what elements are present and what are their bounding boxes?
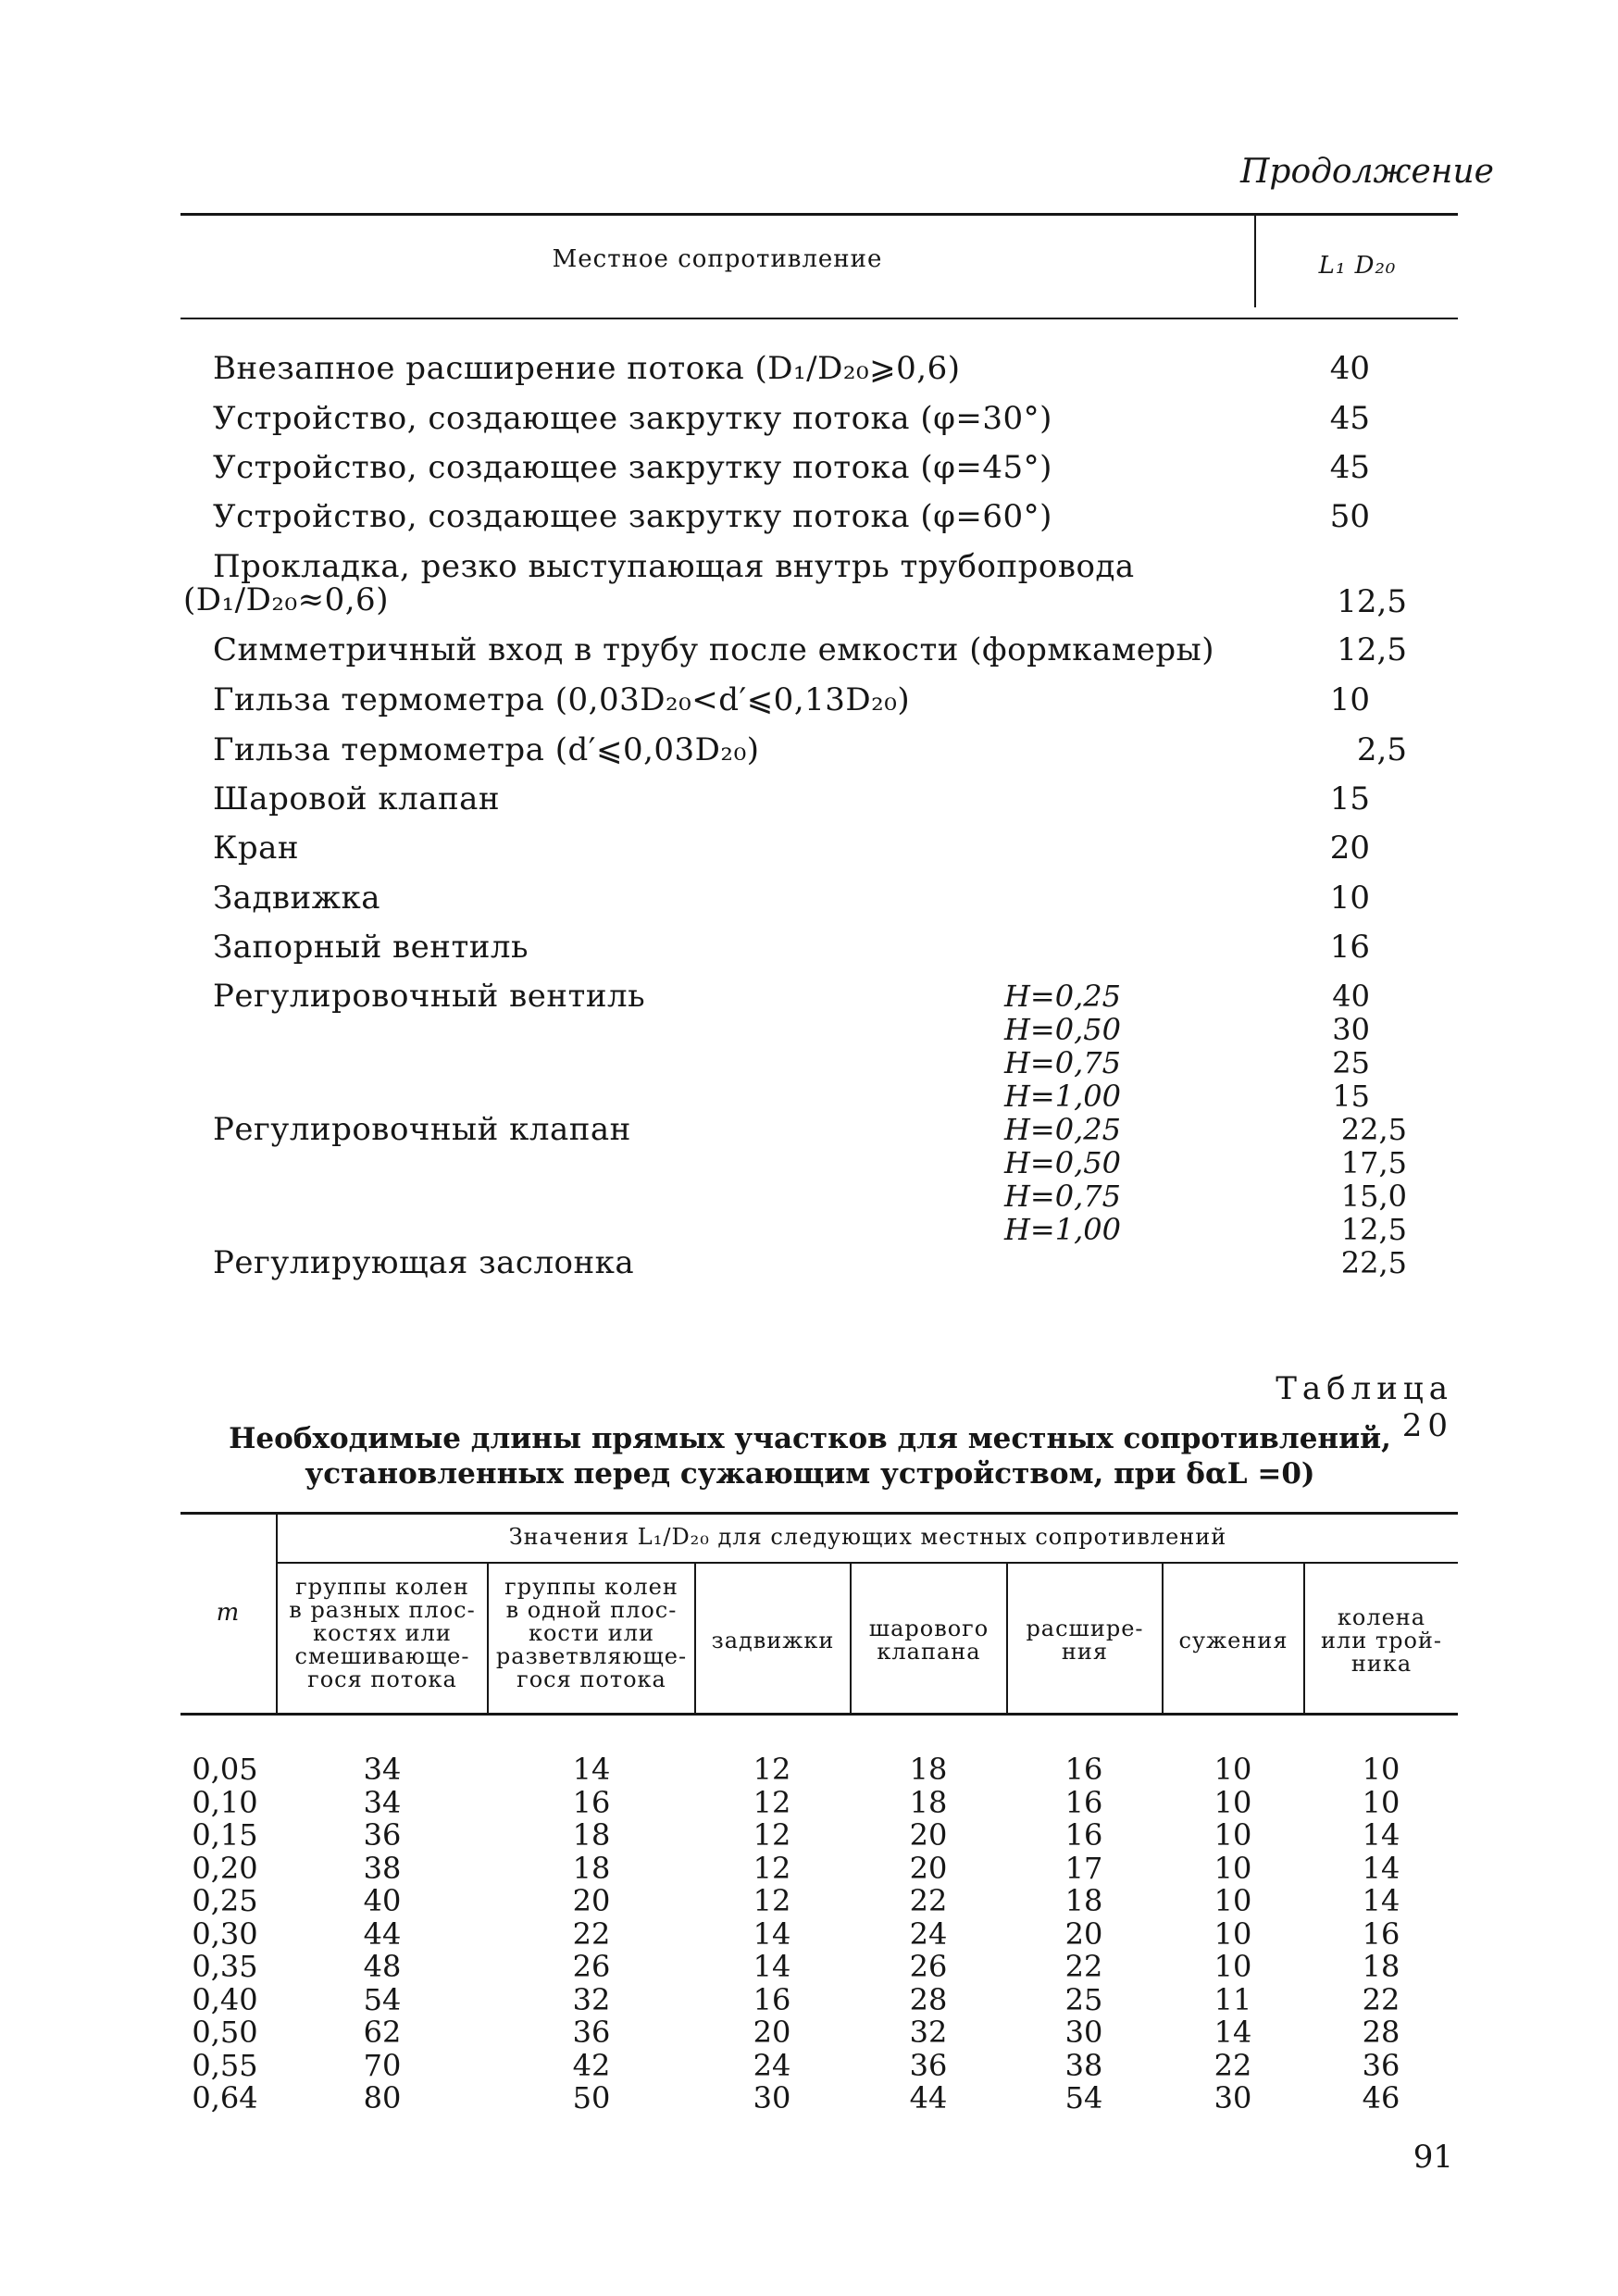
table19-row-label: Устройство, создающее закрутку потока (φ=30°) — [213, 400, 1052, 437]
table20-cell: 10 — [1214, 1883, 1252, 1918]
table20-cell: 38 — [363, 1850, 402, 1886]
table19-row-label: Устройство, создающее закрутку потока (φ=60°) — [213, 498, 1052, 535]
table20-col-header: задвижки — [711, 1628, 835, 1653]
table20-cell: 16 — [1064, 1752, 1103, 1787]
table20-cell: 70 — [363, 2047, 402, 2083]
table20-super-header: Значения L₁/D₂₀ для следующих местных сопротивлений — [508, 1524, 1227, 1550]
table19-row-value: 20 — [1329, 830, 1370, 867]
table20-cell-m: 0,40 — [192, 1981, 258, 2017]
table19-row-label: Устройство, создающее закрутку потока (φ=45°) — [213, 449, 1052, 486]
table20-cell: 10 — [1214, 1949, 1252, 1984]
table19-h-value: 22,5 — [1340, 1112, 1407, 1147]
table19-header-resistance: Местное сопротивление — [552, 245, 883, 273]
table20-cell: 28 — [909, 1981, 948, 2017]
table19-header-rule — [180, 318, 1458, 319]
table20-cell: 34 — [363, 1752, 402, 1787]
table20-cell-m: 0,55 — [192, 2047, 258, 2083]
table20-col-header: расшире- ния — [1026, 1616, 1144, 1665]
table20-cell-m: 0,64 — [192, 2080, 258, 2115]
table20-cell: 42 — [572, 2047, 611, 2083]
table20-cell: 46 — [1362, 2080, 1400, 2115]
table20-cell: 14 — [1214, 2015, 1252, 2050]
table19-group-label: Регулировочный вентиль — [213, 978, 646, 1015]
table20-cell: 24 — [753, 2047, 791, 2083]
table20-cell: 44 — [363, 1915, 402, 1952]
table20-header-m: m — [216, 1599, 241, 1627]
table20-cell: 17 — [1064, 1850, 1103, 1886]
table19-h-label: H=0,75 — [1004, 1045, 1121, 1080]
table19-h-label: H=0,75 — [1004, 1179, 1121, 1214]
table19-row-value: 16 — [1329, 929, 1370, 966]
table19-h-value: 15,0 — [1340, 1179, 1407, 1214]
table20-cell: 12 — [753, 1784, 791, 1820]
table20-cell: 16 — [1362, 1915, 1400, 1952]
table20-cell: 14 — [1362, 1850, 1400, 1886]
table20-cell-m: 0,05 — [192, 1752, 258, 1787]
table20-header-rule — [180, 1713, 1458, 1716]
table20-cell: 18 — [1064, 1883, 1103, 1918]
table20-cell-m: 0,20 — [192, 1850, 258, 1886]
table20-cell: 62 — [363, 2015, 402, 2050]
table19-row-label: Кран — [213, 830, 300, 867]
table19-header-divider — [1254, 215, 1256, 307]
table20-cell: 10 — [1362, 1784, 1400, 1820]
table20-cell: 16 — [572, 1784, 611, 1820]
table20-cell: 28 — [1362, 2015, 1400, 2050]
table19-row-value: 45 — [1329, 400, 1370, 437]
table20-cell: 12 — [753, 1817, 791, 1853]
table20-cell: 12 — [753, 1883, 791, 1918]
table20-cell: 10 — [1214, 1850, 1252, 1886]
table20-super-rule — [278, 1562, 1458, 1564]
table19-group-label: Регулировочный клапан — [213, 1111, 631, 1148]
table20-cell: 20 — [909, 1817, 948, 1853]
table20-cell: 54 — [1064, 2080, 1103, 2115]
table20-cell: 14 — [753, 1915, 791, 1952]
table19-row-value: 22,5 — [1340, 1245, 1407, 1280]
table20-cell: 80 — [363, 2080, 402, 2115]
table19-h-label: H=0,25 — [1004, 1112, 1121, 1147]
table20-cell: 50 — [572, 2080, 611, 2115]
table20-cell: 36 — [1362, 2047, 1400, 2083]
table20-cell: 26 — [572, 1949, 611, 1984]
table19-h-value: 17,5 — [1340, 1145, 1407, 1180]
table20-cell: 26 — [909, 1949, 948, 1984]
table20-cell: 16 — [1064, 1817, 1103, 1853]
table20-col-header: шарового клапана — [868, 1616, 989, 1665]
table19-row-value: 10 — [1329, 681, 1370, 718]
table20-cell: 30 — [1064, 2015, 1103, 2050]
table19-h-label: H=0,25 — [1004, 979, 1121, 1014]
table20-cell: 36 — [909, 2047, 948, 2083]
table19-header-ratio: L₁ D₂₀ — [1318, 252, 1397, 280]
table20-cell: 10 — [1362, 1752, 1400, 1787]
table20-cell-m: 0,35 — [192, 1949, 258, 1984]
table20-col-header: колена или трой- ника — [1320, 1604, 1443, 1677]
table19-row-label: Внезапное расширение потока (D₁/D₂₀⩾0,6) — [213, 350, 961, 387]
table20-cell: 48 — [363, 1949, 402, 1984]
table19-h-value: 15 — [1332, 1079, 1370, 1114]
table19-row-label: Симметричный вход в трубу после емкости (формкамеры) — [213, 631, 1214, 668]
table20-cell-m: 0,10 — [192, 1784, 258, 1820]
table20-cell-m: 0,50 — [192, 2015, 258, 2050]
table20-cell: 18 — [1362, 1949, 1400, 1984]
table19-top-rule — [180, 213, 1458, 216]
table19-row-value: 50 — [1329, 498, 1370, 535]
table19-h-value: 25 — [1332, 1045, 1370, 1080]
continuation-label: Продолжение — [1240, 153, 1494, 191]
table19-row-label: Гильза термометра (d′⩽0,03D₂₀) — [213, 731, 760, 768]
table20-cell: 22 — [1064, 1949, 1103, 1984]
table20-cell: 22 — [1362, 1981, 1400, 2017]
table19-row-value: 15 — [1329, 780, 1370, 817]
table20-cell: 11 — [1214, 1981, 1252, 2017]
table20-cell: 20 — [572, 1883, 611, 1918]
table19-row-value: 2,5 — [1356, 731, 1407, 768]
table19-h-value: 40 — [1332, 979, 1370, 1014]
table19-row-value: 12,5 — [1337, 631, 1407, 668]
table20-title — [213, 1421, 1407, 1491]
table20-cell: 20 — [1064, 1915, 1103, 1952]
table20-cell: 14 — [753, 1949, 791, 1984]
table20-cell: 25 — [1064, 1981, 1103, 2017]
table20-cell: 18 — [572, 1850, 611, 1886]
table20-cell: 36 — [363, 1817, 402, 1853]
table20-number: Таблица 20 — [1276, 1370, 1453, 1444]
table20-cell: 10 — [1214, 1915, 1252, 1952]
table20-cell: 14 — [1362, 1817, 1400, 1853]
table19-row-label: Шаровой клапан — [213, 780, 501, 817]
table19-h-label: H=1,00 — [1004, 1079, 1121, 1114]
table19-row-label-continued: (D₁/D₂₀≈0,6) — [183, 581, 389, 618]
page-number: 91 — [1413, 2139, 1453, 2176]
table19-h-value: 30 — [1332, 1012, 1370, 1047]
table20-cell: 44 — [909, 2080, 948, 2115]
table20-title-line: Необходимые длины прямых участков для местных сопротивлений, — [229, 1422, 1391, 1455]
table20-col-header: группы колен в разных плос- костях или смешивающе- гося потока — [289, 1574, 476, 1692]
table20-cell: 18 — [572, 1817, 611, 1853]
table19-h-label: H=0,50 — [1004, 1145, 1121, 1180]
table20-cell: 16 — [753, 1981, 791, 2017]
table20-cell: 10 — [1214, 1784, 1252, 1820]
table20-cell: 10 — [1214, 1817, 1252, 1853]
table20-cell: 20 — [753, 2015, 791, 2050]
table19-row-label: Запорный вентиль — [213, 929, 529, 966]
table20-title-line: установленных перед сужающим устройством, при δαL =0) — [305, 1457, 1315, 1491]
table19-row-label: Задвижка — [213, 880, 380, 917]
table20-cell: 32 — [909, 2015, 948, 2050]
table19-row-value: 12,5 — [1337, 583, 1407, 620]
table19-row-value: 10 — [1329, 880, 1370, 917]
table20-cell-m: 0,15 — [192, 1817, 258, 1853]
table20-cell-m: 0,25 — [192, 1883, 258, 1918]
table20-cell: 40 — [363, 1883, 402, 1918]
table19-h-value: 12,5 — [1340, 1212, 1407, 1247]
table19-h-label: H=1,00 — [1004, 1212, 1121, 1247]
table19-row-label: Прокладка, резко выступающая внутрь трубопровода — [213, 548, 1135, 585]
table20-cell: 54 — [363, 1981, 402, 2017]
table20-top-rule — [180, 1512, 1458, 1515]
table20-cell: 22 — [1214, 2047, 1252, 2083]
table19-row-value: 45 — [1329, 449, 1370, 486]
table20-cell: 24 — [909, 1915, 948, 1952]
table20-cell: 20 — [909, 1850, 948, 1886]
table20-cell: 22 — [572, 1915, 611, 1952]
table20-col-header: сужения — [1178, 1628, 1288, 1653]
table19-row-label: Регулирующая заслонка — [213, 1244, 635, 1281]
table20-cell: 30 — [753, 2080, 791, 2115]
table20-cell: 32 — [572, 1981, 611, 2017]
table20-cell: 34 — [363, 1784, 402, 1820]
table20-cell: 18 — [909, 1784, 948, 1820]
table20-cell: 38 — [1064, 2047, 1103, 2083]
table19-h-label: H=0,50 — [1004, 1012, 1121, 1047]
table19-row-label: Гильза термометра (0,03D₂₀<d′⩽0,13D₂₀) — [213, 681, 911, 718]
table20-cell: 12 — [753, 1752, 791, 1787]
table20-cell: 14 — [572, 1752, 611, 1787]
table20-cell: 12 — [753, 1850, 791, 1886]
table20-cell: 14 — [1362, 1883, 1400, 1918]
table20-cell: 36 — [572, 2015, 611, 2050]
table20-cell: 22 — [909, 1883, 948, 1918]
table20-cell-m: 0,30 — [192, 1915, 258, 1952]
table20-cell: 18 — [909, 1752, 948, 1787]
table20-cell: 16 — [1064, 1784, 1103, 1820]
table19-row-value: 40 — [1329, 350, 1370, 387]
table20-cell: 30 — [1214, 2080, 1252, 2115]
table20-col-header: группы колен в одной плос- кости или разветвляюще- гося потока — [495, 1574, 688, 1692]
table20-cell: 10 — [1214, 1752, 1252, 1787]
